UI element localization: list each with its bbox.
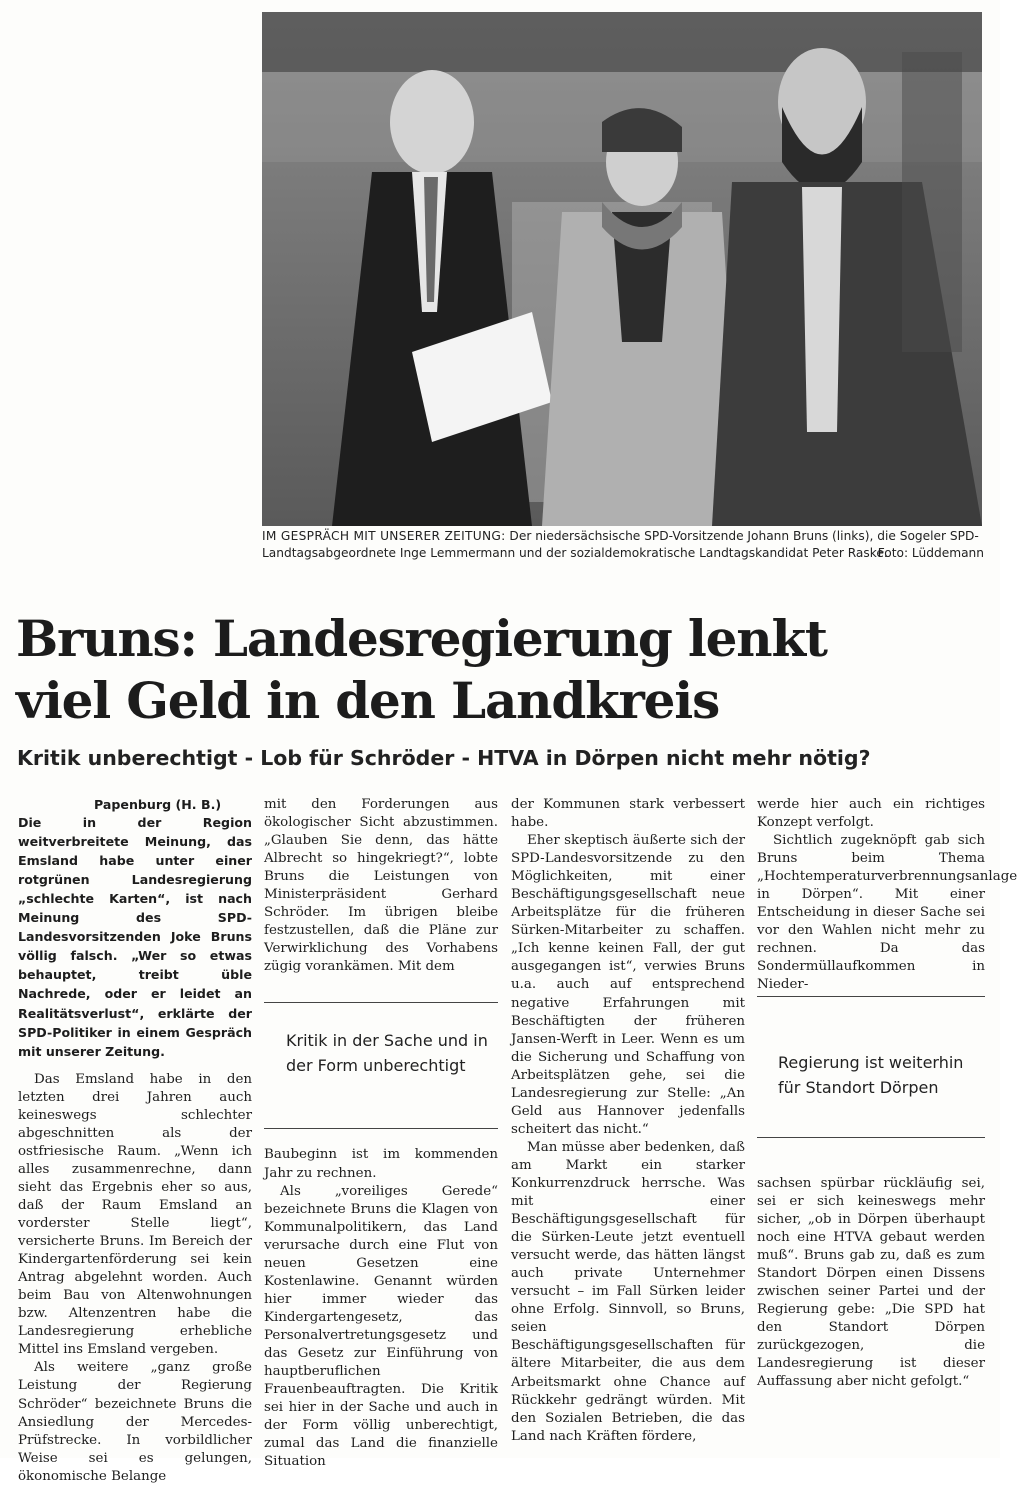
article-paragraph: Als „voreiliges Gerede“ bezeichnete Bruns die Klagen von Kommunalpolitikern, das Land verursache durch eine Flut von neuen Gesetzen eine Kostenlawine. Genannt würden hier immer wieder das Kindergartengesetz, das Personalvertretungsgesetz und das Gesetz zur Einführung von hauptberuflichen Frauenbeauftragten. Die Kritik sei hier in der Sache und auch in der Form völlig unberechtigt, zumal das Land die finanzielle Situation — [264, 1183, 498, 1470]
article-paragraph: werde hier auch ein richtiges Konzept verfolgt. — [757, 797, 985, 831]
article-column-1 — [18, 796, 252, 1486]
caption-text: Der niedersächsische SPD-Vorsitzende Johann Bruns (links), die Sogeler SPD-Landtagsabgeordnete Inge Lemmermann und der sozialdemokratische Landtagskandidat Peter Raske. — [262, 529, 979, 560]
article-paragraph: sachsen spürbar rückläufig sei, sei er sich keineswegs mehr sicher, „ob in Dörpen überhaupt noch eine HTVA gebaut werden muß“. Bruns gab zu, daß es zum Standort Dörpen einen Dissens zwischen seiner Partei und der Regierung gebe: „Die SPD hat den Standort Dörpen zurückgezogen, die Landesregierung ist dieser Auffassung aber nicht gefolgt.“ — [757, 1175, 985, 1390]
article-paragraph: Eher skeptisch äußerte sich der SPD-Landesvorsitzende zu den Möglichkeiten, mit einer Beschäftigungsgesellschaft neue Arbeitsplätze für die früheren Sürken-Mitarbeiter zu schaffen. „Ich kenne keinen Fall, der gut ausgegangen ist“, verwies Bruns u.a. auch auf entsprechend negative Erfahrungen mit Beschäftigten der früheren Jansen-Werft in Leer. Wenn es um die Sicherung und Schaffung von Arbeitsplätzen gehe, sei die Landesregierung zur Stelle: „An Geld aus Hannover jedenfalls scheitert das nicht.“ — [511, 833, 745, 1137]
photo-three-people — [262, 12, 982, 526]
subhead-rule-bottom — [757, 1137, 985, 1138]
article-paragraph: der Kommunen stark verbessert habe. — [511, 797, 745, 831]
article-paragraph: mit den Forderungen aus ökologischer Sicht abzustimmen. „Glauben Sie denn, das hätte Albrecht so hingekriegt?“, lobte Bruns die Leistungen von Ministerpräsident Gerhard Schröder. Im übrigen bleibe festzustellen, daß die Pläne zur Verwirklichung des Vorhabens zügig vorankämen. Mit dem — [264, 797, 498, 975]
headline-line-2: viel Geld in den Landkreis — [16, 671, 720, 730]
article-lead: Die in der Region weitverbreitete Meinung, das Emsland habe unter einer rotgrünen Landesregierung „schlechte Karten“, ist nach Meinung des SPD-Landesvorsitzenden Joke Bruns völlig falsch. „Wer so etwas behauptet, treibt üble Nachrede, oder er leidet an Realitätsverlust“, erklärte der SPD-Politiker in einem Gespräch mit unserer Zeitung. — [18, 815, 252, 1059]
headline — [16, 608, 976, 732]
subhead-rule-top — [264, 1002, 498, 1003]
article-paragraph: Sichtlich zugeknöpft gab sich Bruns beim Thema „Hochtemperaturverbrennungsanlage in Dörpen“. Mit einer Entscheidung in dieser Sache sei vor den Wahlen nicht mehr zu rechnen. Da das Sondermüllaufkommen in Nieder- — [757, 833, 1017, 993]
article-paragraph: Als weitere „ganz große Leistung der Regierung Schröder“ bezeichnete Bruns die Ansiedlung der Mercedes-Prüfstrecke. In vorbildlicher Weise sei es gelungen, ökonomische Belange — [18, 1360, 252, 1484]
subhead-rule-top — [757, 996, 985, 997]
caption-lead: IM GESPRÄCH MIT UNSERER ZEITUNG: — [262, 529, 506, 543]
article-paragraph: Man müsse aber bedenken, daß am Markt ein starker Konkurrenzdruck herrsche. Was mit einer Beschäftigungsgesellschaft für die Sürken-Leute jetzt eventuell versucht werde, das hätten längst auch private Unternehmer versucht – im Fall Sürken leider ohne Erfolg. Sinnvoll, so Bruns, seien Beschäftigungsgesellschaften für ältere Mitarbeiter, die aus dem Arbeitsmarkt ohne Chance auf Rückkehr gedrängt würden. Mit den Sozialen Betrieben, die das Land nach Kräften fördere, — [511, 1139, 745, 1444]
subhead-regierung: Regierung ist weiterhin für Standort Dörpen — [778, 1053, 964, 1097]
article-column-2 — [264, 796, 498, 1471]
headline-line-1: Bruns: Landesregierung lenkt — [16, 609, 827, 668]
photo-caption — [262, 528, 984, 562]
photo-credit: Foto: Lüddemann — [877, 546, 984, 560]
subhead-rule-bottom — [264, 1128, 498, 1129]
article-column-3 — [511, 796, 745, 1446]
article-photo — [262, 12, 982, 526]
dateline: Papenburg (H. B.) — [94, 797, 222, 812]
article-paragraph: Das Emsland habe in den letzten drei Jahren auch keineswegs schlechter abgeschnitten als der ostfriesische Raum. „Wenn ich alles zusammenrechne, dann sieht das Ergebnis eher so aus, daß der Raum Emsland an vorderster Stelle liegt“, versicherte Bruns. Im Bereich der Kindergartenförderung sei kein Antrag abgelehnt worden. Auch beim Bau von Altenwohnungen bzw. Altenzentren habe die Landesregierung erhebliche Mittel ins Emsland vergeben. — [18, 1071, 252, 1358]
subheadline: Kritik unberechtigt - Lob für Schröder - HTVA in Dörpen nicht mehr nötig? — [17, 746, 871, 770]
subhead-kritik: Kritik in der Sache und in der Form unberechtigt — [286, 1031, 488, 1075]
article-paragraph: Baubeginn ist im kommenden Jahr zu rechnen. — [264, 1147, 498, 1181]
